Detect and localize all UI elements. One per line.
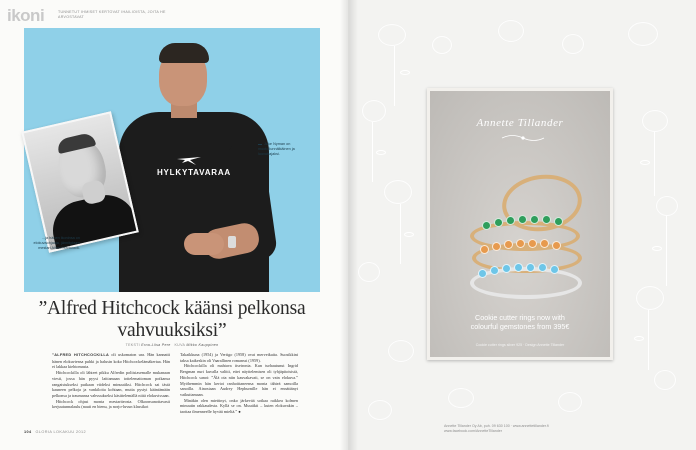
aquamarine-gem	[502, 264, 511, 273]
embossed-flower-icon	[636, 286, 664, 310]
ad-contact	[444, 424, 614, 434]
man-hand	[184, 233, 224, 255]
article-body	[52, 352, 298, 415]
emerald-gem	[482, 221, 491, 230]
ad-tagline	[430, 313, 610, 331]
shirt-print: HYLKYTAVARAA	[156, 168, 232, 177]
embossed-leaf	[404, 232, 414, 237]
emerald-gem	[530, 215, 539, 224]
credit-photo-name: Mikko Kauppinen	[186, 343, 219, 347]
emerald-gem	[518, 215, 527, 224]
ad-product-caption: Cookie cutter rings silver 925 · Design Annette Tillander	[475, 343, 565, 347]
ad-tagline-line-2: colourful gemstones from 395€	[470, 322, 570, 331]
body-paragraph: Hitchcock ohjasi monta mestariteosta. Olkoonsanottavasti kerjuutunnalaulu (nauti en bienu, ja norjo-luvun klassikot	[52, 398, 170, 410]
credit-text-label: TEKSTI	[125, 343, 140, 347]
aquamarine-gem	[478, 269, 487, 278]
embossed-leaf	[652, 246, 662, 251]
embossed-flower-icon	[362, 100, 386, 122]
body-paragraph: oli uskomaton ura. Hän kannatti hänen elokuviensa puhki ja halusin koko Hitchcockelämäkertaa. Hän ei lakkaa kiehtomasta.	[52, 352, 170, 370]
aquamarine-gem	[538, 263, 547, 272]
credit-text-name: Erna-Liisa Pere	[141, 343, 171, 347]
embossed-leaf	[376, 150, 386, 155]
aquamarine-gem	[550, 265, 559, 274]
embossed-flower-icon	[378, 24, 406, 46]
photo-caption-right	[258, 142, 314, 157]
embossed-flower-icon	[498, 20, 524, 42]
watch-icon	[228, 236, 236, 248]
topaz-gem	[516, 239, 525, 248]
embossed-flower-icon	[642, 110, 668, 132]
brand-logo: Annette Tillander	[476, 117, 564, 129]
page-folio	[24, 430, 86, 434]
emerald-gem	[542, 215, 551, 224]
embossed-stem	[666, 216, 667, 286]
embossed-leaf	[634, 336, 644, 341]
embossed-flower-icon	[384, 180, 412, 204]
airplane-print-icon	[176, 152, 202, 166]
embossed-flower-icon	[656, 196, 678, 216]
ad-contact-line-1: Annette Tillander Oy Ab, puh. 09 630 100 · www.annettetillander.fi	[444, 424, 549, 428]
body-lead: ”ALFRED HITCHCOCKILLA	[52, 353, 110, 357]
body-column-1	[52, 352, 170, 415]
body-paragraph: Hitchcockilla oli lähteet pikku Alfredin poliisiasemalle mukanaan viesti, jossa hän pyysi laittamaan tottelemattoman poikansa rangaistukseksi putkaan viideksi minuutiksi. Hitchcock sai tästä kauneen pelkoja ja vankiloita kohtaan, mutta pystyi kääntämään pelkonsa ja traumansa vahvuukseksi käsittelemällä niitä elokuvissaan.	[52, 370, 170, 398]
body-paragraph: Takaikkuna (1954) ja Vertigo (1958) ovat merveikaita. Suosikkini taksa kaikeskin oli Vaarallinen romanssi (1959).	[180, 352, 298, 363]
embossed-leaf	[640, 160, 650, 165]
flourish-icon	[500, 133, 546, 143]
credit-photo-label: KUVA	[174, 343, 186, 347]
topaz-gem	[552, 241, 561, 250]
embossed-flower-icon	[368, 400, 392, 420]
emerald-gem	[554, 217, 563, 226]
emerald-gem	[506, 216, 515, 225]
emerald-gem	[494, 218, 503, 227]
caption-left-text: ...ja hänen ikoninsa on elokuvaohjaaja, jännityksen mestari Alfred Hitchcock.	[33, 236, 80, 250]
ad-tagline-line-1: Cookie cutter rings now with	[475, 313, 565, 322]
ring-stack	[466, 171, 586, 301]
embossed-flower-icon	[358, 262, 380, 282]
embossed-stem	[648, 310, 649, 370]
embossed-flower-icon	[562, 34, 584, 54]
embossed-flower-icon	[654, 370, 676, 390]
article-credits	[24, 343, 320, 347]
gutter-shadow	[340, 0, 358, 450]
man-hair	[159, 43, 209, 63]
end-mark-icon: ●	[238, 409, 241, 415]
section-logo: ikoni	[7, 6, 45, 25]
embossed-flower-icon	[432, 36, 452, 54]
embossed-stem	[394, 46, 395, 106]
aquamarine-gem	[514, 263, 523, 272]
aquamarine-gem	[490, 266, 499, 275]
topaz-gem	[480, 245, 489, 254]
embossed-stem	[372, 122, 373, 182]
embossed-flower-icon	[628, 22, 658, 46]
body-paragraph: Hitchcockilla oli mahtava itseironia. Kun turhautunut Ingrid Bergman nuri kuvalla valitti, ettei näyttelemisen oli tyhjäpitoisistä, Hitchcock sanoi: ”Älä ota niin kauvakavati, se on vain elokuva.” Myöhemmin hän kertoi ranhoittaneensa monta tähteä samoilla sanoilla. Ainostaan Audrey Hepburnille hän ei ennättänyt vaikuttamaan.	[180, 363, 298, 397]
embossed-stem	[654, 132, 655, 196]
photo-caption-left	[26, 236, 80, 251]
embossed-flower-icon	[388, 340, 414, 362]
topaz-gem	[504, 240, 513, 249]
folio-text: GLORIA LOKAKUU 2012	[35, 430, 86, 434]
topaz-gem	[540, 239, 549, 248]
ad-contact-line-2: www.facebook.com/AnnetteTillander	[444, 429, 502, 433]
caption-right-text: Jake Nyman on muotoilunnälkäinen ja luovuttajaksi.	[258, 142, 295, 156]
body-column-2	[180, 352, 298, 415]
page-number: 104	[24, 430, 32, 434]
body-paragraph: Minäkin olen miettinyt, onko järkevää sotkaa raikkea kolmen minuutin rakkaudesta. Kyllä se on. Muutikti – kuten elokuvakin – taottaa ilmenneelle hyvää mieltä.”	[180, 397, 298, 415]
embossed-flower-icon	[448, 388, 474, 408]
article-headline: ”Alfred Hitchcock käänsi pelkonsa vahvuuksiksi”	[38, 298, 306, 341]
embossed-stem	[400, 204, 401, 264]
topaz-gem	[492, 242, 501, 251]
embossed-flower-icon	[558, 392, 582, 412]
jewelry-ad-card	[427, 88, 613, 360]
section-tagline: TUNNETUT IHMISET KERTOVAT IHAILIOISTA, JOITA HE ARVOSTAVAT	[58, 10, 166, 19]
topaz-gem	[528, 239, 537, 248]
embossed-leaf	[400, 70, 410, 75]
aquamarine-gem	[526, 263, 535, 272]
